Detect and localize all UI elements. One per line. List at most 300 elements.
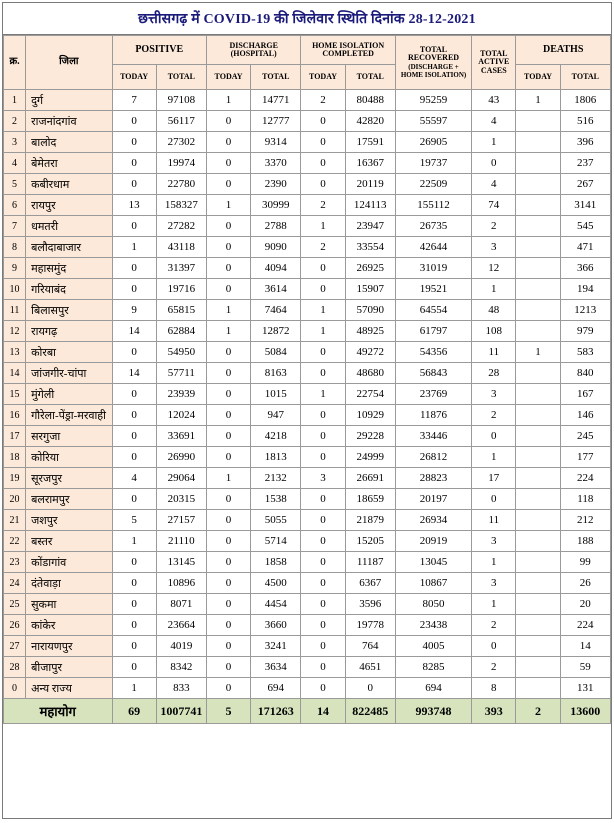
row-discharge-total: 2788: [251, 216, 301, 237]
row-district: राजनांदगांव: [26, 111, 112, 132]
row-positive-total: 23939: [156, 384, 206, 405]
row-home-today: 0: [301, 615, 345, 636]
row-serial: 23: [4, 552, 26, 573]
row-home-total: 26925: [345, 258, 395, 279]
row-home-total: 19778: [345, 615, 395, 636]
row-serial: 6: [4, 195, 26, 216]
row-home-today: 0: [301, 363, 345, 384]
row-recovered: 20197: [395, 489, 471, 510]
row-home-today: 0: [301, 636, 345, 657]
row-discharge-today: 1: [206, 321, 250, 342]
col-active-line3: CASES: [480, 65, 507, 75]
row-discharge-today: 0: [206, 363, 250, 384]
row-serial: 9: [4, 258, 26, 279]
row-home-total: 26691: [345, 468, 395, 489]
row-deaths-today: [516, 258, 560, 279]
row-home-total: 17591: [345, 132, 395, 153]
row-district: सुकमा: [26, 594, 112, 615]
col-discharge: [206, 36, 300, 65]
row-deaths-today: [516, 531, 560, 552]
table-row: [4, 678, 611, 699]
row-discharge-total: 5055: [251, 510, 301, 531]
row-deaths-total: 59: [560, 657, 610, 678]
table-row: [4, 132, 611, 153]
grand-total-deaths-today: 2: [516, 699, 560, 724]
table-row: [4, 384, 611, 405]
row-district: बलौदाबाजार: [26, 237, 112, 258]
row-district: मुंगेली: [26, 384, 112, 405]
row-district: बलरामपुर: [26, 489, 112, 510]
row-positive-today: 0: [112, 405, 156, 426]
col-total-recovered: [395, 36, 471, 90]
row-discharge-total: 1538: [251, 489, 301, 510]
row-home-today: 0: [301, 573, 345, 594]
row-home-total: 0: [345, 678, 395, 699]
col-total-active: [472, 36, 516, 90]
table-row: [4, 237, 611, 258]
table-foot: [4, 699, 611, 724]
row-district: कबीरधाम: [26, 174, 112, 195]
row-deaths-today: [516, 615, 560, 636]
grand-total-row: [4, 699, 611, 724]
row-discharge-total: 3614: [251, 279, 301, 300]
row-recovered: 694: [395, 678, 471, 699]
row-positive-today: 4: [112, 468, 156, 489]
row-active: 28: [472, 363, 516, 384]
row-district: गौरेला-पेंड्रा-मरवाही: [26, 405, 112, 426]
row-discharge-total: 12777: [251, 111, 301, 132]
grand-total-home-total: 822485: [345, 699, 395, 724]
row-deaths-total: 366: [560, 258, 610, 279]
row-home-total: 15907: [345, 279, 395, 300]
col-serial: क्र.: [4, 36, 26, 90]
row-positive-total: 26990: [156, 447, 206, 468]
col-discharge-today: TODAY: [206, 65, 250, 90]
col-deaths-total: TOTAL: [560, 65, 610, 90]
row-positive-total: 158327: [156, 195, 206, 216]
row-deaths-total: 194: [560, 279, 610, 300]
row-positive-today: 0: [112, 132, 156, 153]
row-positive-today: 0: [112, 174, 156, 195]
row-serial: 13: [4, 342, 26, 363]
row-active: 4: [472, 174, 516, 195]
row-positive-today: 0: [112, 153, 156, 174]
row-serial: 2: [4, 111, 26, 132]
row-serial: 12: [4, 321, 26, 342]
row-active: 2: [472, 405, 516, 426]
row-positive-total: 4019: [156, 636, 206, 657]
row-home-total: 42820: [345, 111, 395, 132]
row-positive-total: 31397: [156, 258, 206, 279]
col-home-line2: COMPLETED: [322, 49, 374, 58]
row-discharge-total: 2390: [251, 174, 301, 195]
row-district: जशपुर: [26, 510, 112, 531]
row-positive-today: 0: [112, 426, 156, 447]
col-deaths-today: TODAY: [516, 65, 560, 90]
row-discharge-today: 0: [206, 132, 250, 153]
row-home-total: 764: [345, 636, 395, 657]
grand-total-positive-total: 1007741: [156, 699, 206, 724]
row-positive-today: 0: [112, 594, 156, 615]
grand-total-active: 393: [472, 699, 516, 724]
row-serial: 8: [4, 237, 26, 258]
row-positive-total: 13145: [156, 552, 206, 573]
row-discharge-today: 0: [206, 237, 250, 258]
row-recovered: 26735: [395, 216, 471, 237]
row-active: 43: [472, 90, 516, 111]
row-discharge-today: 0: [206, 510, 250, 531]
row-positive-today: 14: [112, 321, 156, 342]
row-deaths-total: 118: [560, 489, 610, 510]
row-district: बीजापुर: [26, 657, 112, 678]
row-discharge-total: 1858: [251, 552, 301, 573]
row-active: 12: [472, 258, 516, 279]
row-serial: 26: [4, 615, 26, 636]
row-recovered: 23769: [395, 384, 471, 405]
row-home-today: 0: [301, 174, 345, 195]
row-deaths-total: 1213: [560, 300, 610, 321]
row-deaths-today: [516, 111, 560, 132]
row-recovered: 26934: [395, 510, 471, 531]
col-home-line1: HOME ISOLATION: [312, 40, 385, 50]
row-discharge-today: 1: [206, 195, 250, 216]
row-serial: 17: [4, 426, 26, 447]
table-row: [4, 573, 611, 594]
row-recovered: 23438: [395, 615, 471, 636]
row-recovered: 19521: [395, 279, 471, 300]
table-row: [4, 363, 611, 384]
table-row: [4, 174, 611, 195]
row-discharge-today: 0: [206, 573, 250, 594]
row-home-total: 11187: [345, 552, 395, 573]
table-row: [4, 321, 611, 342]
row-positive-today: 1: [112, 531, 156, 552]
row-positive-total: 10896: [156, 573, 206, 594]
row-home-total: 4651: [345, 657, 395, 678]
row-home-total: 21879: [345, 510, 395, 531]
row-home-today: 1: [301, 321, 345, 342]
row-serial: 3: [4, 132, 26, 153]
row-home-today: 2: [301, 237, 345, 258]
row-positive-today: 0: [112, 657, 156, 678]
row-active: 1: [472, 594, 516, 615]
row-active: 2: [472, 615, 516, 636]
row-home-today: 0: [301, 510, 345, 531]
row-positive-today: 0: [112, 447, 156, 468]
row-positive-today: 0: [112, 636, 156, 657]
row-recovered: 61797: [395, 321, 471, 342]
row-discharge-today: 1: [206, 300, 250, 321]
row-serial: 28: [4, 657, 26, 678]
grand-total-recovered: 993748: [395, 699, 471, 724]
table-row: [4, 447, 611, 468]
table-head: [4, 36, 611, 90]
col-discharge-line1: DISCHARGE: [229, 40, 278, 50]
row-positive-today: 0: [112, 552, 156, 573]
row-district: बालोद: [26, 132, 112, 153]
row-recovered: 11876: [395, 405, 471, 426]
row-home-today: 0: [301, 426, 345, 447]
row-deaths-today: [516, 552, 560, 573]
row-discharge-total: 9314: [251, 132, 301, 153]
covid-district-table: [3, 35, 611, 724]
row-home-today: 0: [301, 489, 345, 510]
row-deaths-today: [516, 174, 560, 195]
row-positive-total: 27157: [156, 510, 206, 531]
row-discharge-today: 0: [206, 552, 250, 573]
row-positive-total: 97108: [156, 90, 206, 111]
row-discharge-total: 5714: [251, 531, 301, 552]
table-container: [3, 35, 611, 818]
row-deaths-total: 14: [560, 636, 610, 657]
row-home-today: 0: [301, 531, 345, 552]
row-active: 3: [472, 237, 516, 258]
row-serial: 10: [4, 279, 26, 300]
row-positive-today: 9: [112, 300, 156, 321]
row-home-today: 2: [301, 90, 345, 111]
col-deaths: DEATHS: [516, 36, 611, 65]
col-home-isolation: [301, 36, 395, 65]
row-home-today: 0: [301, 552, 345, 573]
row-positive-total: 27302: [156, 132, 206, 153]
row-deaths-today: [516, 489, 560, 510]
row-discharge-total: 4218: [251, 426, 301, 447]
row-recovered: 56843: [395, 363, 471, 384]
row-recovered: 64554: [395, 300, 471, 321]
row-discharge-total: 7464: [251, 300, 301, 321]
row-home-today: 0: [301, 657, 345, 678]
row-deaths-today: [516, 153, 560, 174]
table-body: [4, 90, 611, 699]
row-serial: 15: [4, 384, 26, 405]
row-home-total: 10929: [345, 405, 395, 426]
row-district: महासमुंद: [26, 258, 112, 279]
col-positive: POSITIVE: [112, 36, 206, 65]
row-deaths-total: 146: [560, 405, 610, 426]
row-home-today: 1: [301, 384, 345, 405]
row-home-today: 1: [301, 216, 345, 237]
row-deaths-total: 188: [560, 531, 610, 552]
row-positive-total: 56117: [156, 111, 206, 132]
row-home-today: 0: [301, 405, 345, 426]
row-home-today: 0: [301, 342, 345, 363]
row-district: कांकेर: [26, 615, 112, 636]
row-positive-total: 43118: [156, 237, 206, 258]
row-active: 17: [472, 468, 516, 489]
report-sheet: [2, 2, 612, 819]
row-home-total: 57090: [345, 300, 395, 321]
table-row: [4, 405, 611, 426]
row-positive-total: 12024: [156, 405, 206, 426]
col-recovered-line4: HOME ISOLATION): [400, 70, 467, 79]
row-active: 0: [472, 636, 516, 657]
table-row: [4, 195, 611, 216]
col-recovered-line2: RECOVERED: [407, 53, 460, 63]
row-discharge-total: 947: [251, 405, 301, 426]
row-deaths-today: [516, 594, 560, 615]
header-row-groups: [4, 36, 611, 65]
row-deaths-total: 224: [560, 468, 610, 489]
row-serial: 22: [4, 531, 26, 552]
table-row: [4, 111, 611, 132]
row-deaths-today: [516, 321, 560, 342]
row-deaths-today: [516, 384, 560, 405]
row-positive-total: 23664: [156, 615, 206, 636]
table-row: [4, 258, 611, 279]
row-positive-total: 33691: [156, 426, 206, 447]
row-recovered: 10867: [395, 573, 471, 594]
row-active: 2: [472, 657, 516, 678]
grand-total-positive-today: 69: [112, 699, 156, 724]
grand-total-discharge-total: 171263: [251, 699, 301, 724]
row-recovered: 33446: [395, 426, 471, 447]
table-row: [4, 426, 611, 447]
grand-total-discharge-today: 5: [206, 699, 250, 724]
row-positive-today: 0: [112, 258, 156, 279]
row-deaths-today: [516, 636, 560, 657]
row-discharge-today: 0: [206, 216, 250, 237]
row-deaths-total: 245: [560, 426, 610, 447]
table-row: [4, 510, 611, 531]
page-title: छत्तीसगढ़ में COVID-19 की जिलेवार स्थिति दिनांक 28-12-2021: [3, 3, 611, 35]
col-positive-today: TODAY: [112, 65, 156, 90]
row-discharge-total: 5084: [251, 342, 301, 363]
row-positive-today: 0: [112, 489, 156, 510]
col-recovered-line1: TOTAL: [419, 44, 448, 54]
row-serial: 25: [4, 594, 26, 615]
row-home-total: 48925: [345, 321, 395, 342]
row-deaths-today: 1: [516, 342, 560, 363]
row-discharge-today: 0: [206, 258, 250, 279]
row-discharge-today: 0: [206, 174, 250, 195]
row-discharge-today: 0: [206, 636, 250, 657]
table-row: [4, 531, 611, 552]
table-row: [4, 615, 611, 636]
row-discharge-total: 3634: [251, 657, 301, 678]
row-deaths-today: [516, 468, 560, 489]
row-positive-total: 22780: [156, 174, 206, 195]
row-discharge-today: 0: [206, 153, 250, 174]
row-positive-total: 54950: [156, 342, 206, 363]
row-discharge-total: 9090: [251, 237, 301, 258]
row-active: 8: [472, 678, 516, 699]
row-home-today: 0: [301, 153, 345, 174]
row-deaths-total: 979: [560, 321, 610, 342]
row-district: रायपुर: [26, 195, 112, 216]
row-positive-today: 1: [112, 678, 156, 699]
row-deaths-today: [516, 405, 560, 426]
row-home-total: 18659: [345, 489, 395, 510]
row-discharge-today: 0: [206, 678, 250, 699]
row-serial: 0: [4, 678, 26, 699]
row-positive-today: 7: [112, 90, 156, 111]
row-district: बेमेतरा: [26, 153, 112, 174]
row-active: 1: [472, 447, 516, 468]
row-discharge-total: 1015: [251, 384, 301, 405]
row-deaths-today: [516, 573, 560, 594]
row-district: जांजगीर-चांपा: [26, 363, 112, 384]
row-active: 11: [472, 342, 516, 363]
grand-total-home-today: 14: [301, 699, 345, 724]
row-recovered: 22509: [395, 174, 471, 195]
row-serial: 16: [4, 405, 26, 426]
row-deaths-today: [516, 279, 560, 300]
row-active: 2: [472, 216, 516, 237]
col-district: जिला: [26, 36, 112, 90]
row-positive-total: 833: [156, 678, 206, 699]
row-discharge-total: 8163: [251, 363, 301, 384]
grand-total-label: महायोग: [4, 699, 113, 724]
row-deaths-today: [516, 237, 560, 258]
row-discharge-total: 1813: [251, 447, 301, 468]
row-district: बस्तर: [26, 531, 112, 552]
row-positive-today: 0: [112, 216, 156, 237]
row-serial: 1: [4, 90, 26, 111]
row-home-total: 33554: [345, 237, 395, 258]
row-deaths-today: [516, 678, 560, 699]
row-district: बिलासपुर: [26, 300, 112, 321]
table-row: [4, 342, 611, 363]
row-active: 3: [472, 384, 516, 405]
row-discharge-today: 1: [206, 468, 250, 489]
row-positive-today: 0: [112, 573, 156, 594]
row-discharge-today: 0: [206, 657, 250, 678]
row-deaths-today: [516, 300, 560, 321]
row-discharge-today: 0: [206, 111, 250, 132]
row-serial: 20: [4, 489, 26, 510]
row-home-total: 16367: [345, 153, 395, 174]
row-district: दुर्ग: [26, 90, 112, 111]
row-home-today: 2: [301, 195, 345, 216]
row-district: कोंडागांव: [26, 552, 112, 573]
row-recovered: 95259: [395, 90, 471, 111]
table-row: [4, 153, 611, 174]
row-positive-total: 62884: [156, 321, 206, 342]
row-recovered: 54356: [395, 342, 471, 363]
row-active: 1: [472, 552, 516, 573]
row-recovered: 55597: [395, 111, 471, 132]
col-active-line1: TOTAL: [480, 48, 508, 58]
row-recovered: 8050: [395, 594, 471, 615]
row-district: सरगुजा: [26, 426, 112, 447]
row-positive-total: 8342: [156, 657, 206, 678]
row-positive-total: 65815: [156, 300, 206, 321]
row-discharge-today: 0: [206, 279, 250, 300]
row-active: 108: [472, 321, 516, 342]
row-district: धमतरी: [26, 216, 112, 237]
row-deaths-total: 583: [560, 342, 610, 363]
row-positive-total: 21110: [156, 531, 206, 552]
row-deaths-total: 516: [560, 111, 610, 132]
row-deaths-today: 1: [516, 90, 560, 111]
row-serial: 21: [4, 510, 26, 531]
row-positive-today: 0: [112, 384, 156, 405]
row-home-total: 15205: [345, 531, 395, 552]
col-home-today: TODAY: [301, 65, 345, 90]
row-deaths-total: 267: [560, 174, 610, 195]
row-deaths-total: 471: [560, 237, 610, 258]
row-positive-today: 0: [112, 615, 156, 636]
row-home-total: 49272: [345, 342, 395, 363]
row-deaths-total: 237: [560, 153, 610, 174]
row-positive-today: 1: [112, 237, 156, 258]
row-discharge-total: 4094: [251, 258, 301, 279]
table-row: [4, 90, 611, 111]
row-positive-total: 27282: [156, 216, 206, 237]
row-discharge-today: 0: [206, 384, 250, 405]
row-deaths-total: 26: [560, 573, 610, 594]
row-discharge-total: 3241: [251, 636, 301, 657]
